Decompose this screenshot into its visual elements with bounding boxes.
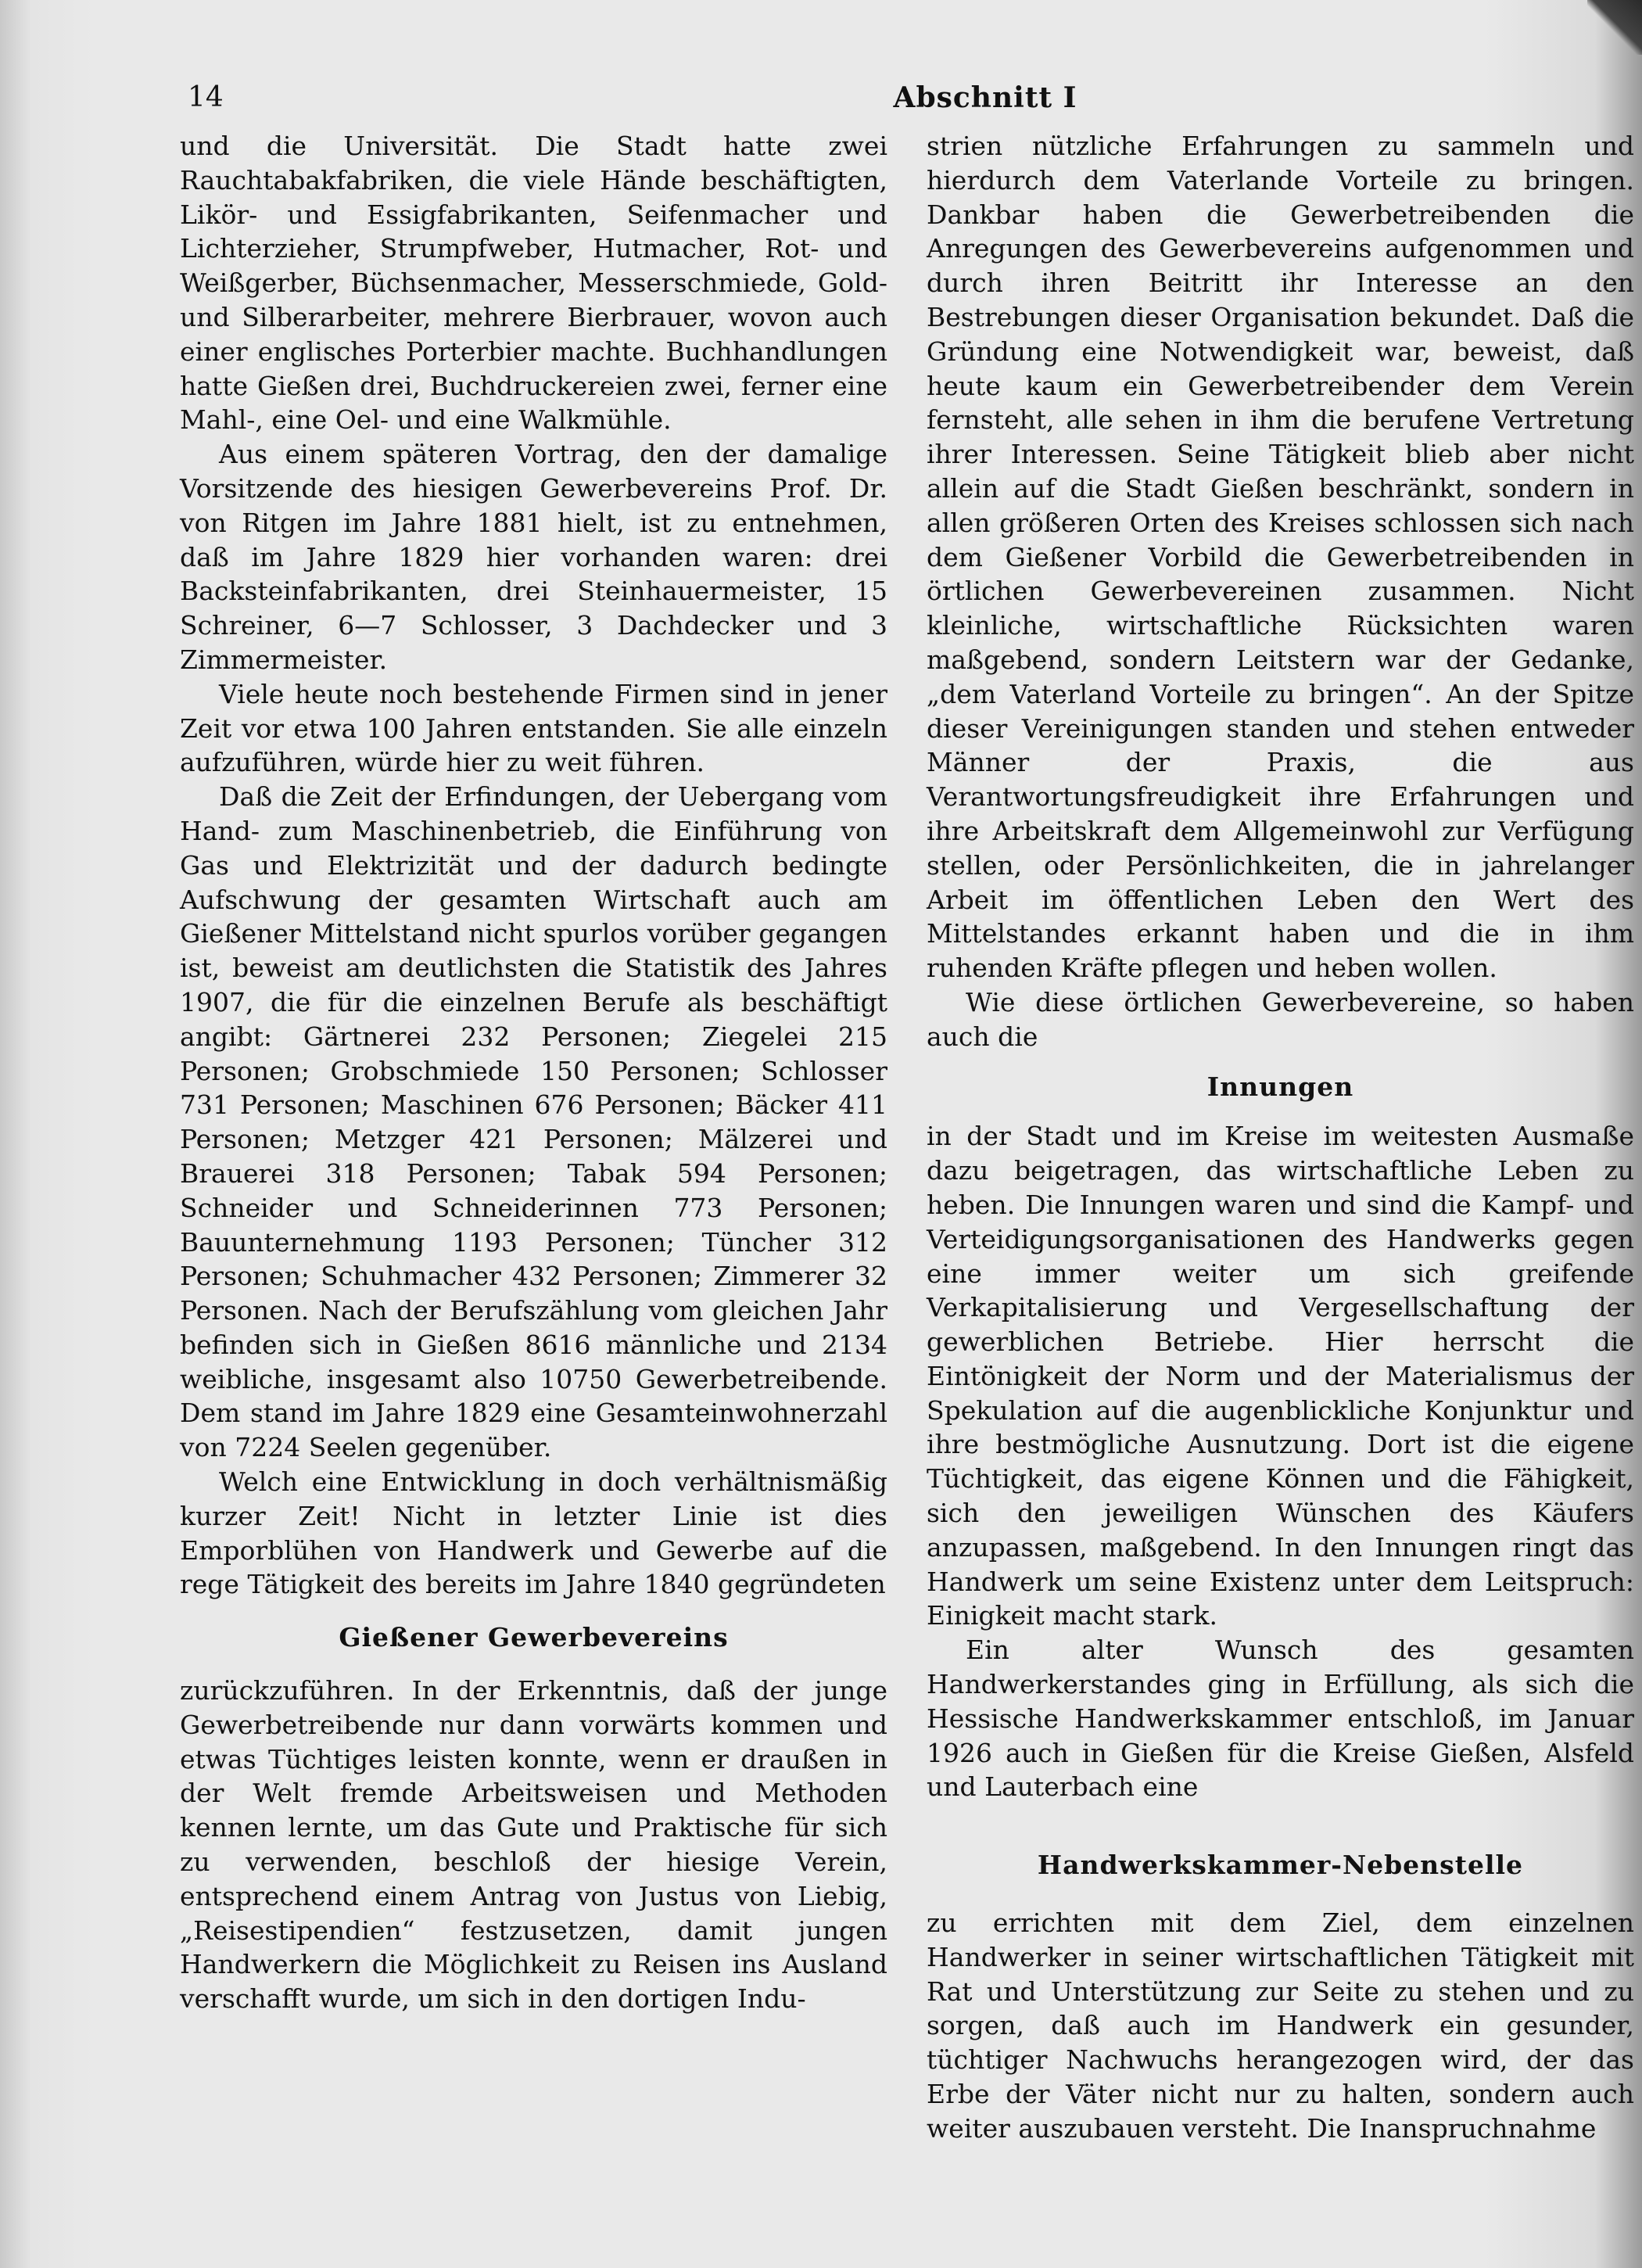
paragraph: zurückzuführen. In der Erkenntnis, daß der junge Gewerbetreibende nur dann vorwärts kommen und etwas Tüchtiges leisten konnte, wenn er draußen in der Welt fremde Arbeitsweisen und Methoden kennen lernte, um das Gute und Praktische für sich zu verwenden, beschloß der hiesige Verein, entsprechend einem Antrag von Justus von Liebig, „Reisestipendien“ festzusetzen, damit jungen Handwerkern die Möglichkeit zu Reisen ins Ausland verschafft wurde, um sich in den dortigen Indu- xyxy=(180,1675,887,2015)
paragraph: Welch eine Entwicklung in doch verhältnismäßig kurzer Zeit! Nicht in letzter Linie ist dies Emporblühen von Handwerk und Gewerbe auf die rege Tätigkeit des bereits im Jahre 1840 gegründeten xyxy=(180,1466,887,1600)
page-corner-shadow xyxy=(1587,0,1642,55)
right-column xyxy=(927,129,1634,2146)
paragraph: Wie diese örtlichen Gewerbevereine, so haben auch die xyxy=(927,986,1634,1052)
paragraph: strien nützliche Erfahrungen zu sammeln und hierdurch dem Vaterlande Vorteile zu bringen. Dankbar haben die Gewerbetreibenden die Anregungen des Gewerbevereins aufgenommen und durch ihren Beitritt ihr Interesse an den Bestrebungen dieser Organisation bekundet. Daß die Gründung eine Notwendigkeit war, beweist, daß heute kaum ein Gewerbetreibender dem Verein fernsteht, alle sehen in ihm die berufene Vertretung ihrer Interessen. Seine Tätigkeit blieb aber nicht allein auf die Stadt Gießen beschränkt, sondern in allen größeren Orten des Kreises schlossen sich nach dem Gießener Vorbild die Gewerbetreibenden in örtlichen Gewerbevereinen zusammen. Nicht kleinliche, wirtschaftliche Rücksichten waren maßgebend, sondern Leitstern war der Gedanke, „dem Vaterland Vorteile zu bringen“. An der Spitze dieser Vereinigungen standen und stehen entweder Männer der Praxis, die aus Verantwortungsfreudigkeit ihre Erfahrungen und ihre Arbeitskraft dem Allgemeinwohl zur Verfügung stellen, oder Persönlichkeiten, die in jahrelanger Arbeit im öffentlichen Leben den Wert des Mittelstandes erkannt haben und die in ihm ruhenden Kräfte pflegen und heben wollen. xyxy=(927,131,1634,984)
paragraph: Ein alter Wunsch des gesamten Handwerkerstandes ging in Erfüllung, als sich die Hessische Handwerkskammer entschloß, im Januar 1926 auch in Gießen für die Kreise Gießen, Alsfeld und Lauterbach eine xyxy=(927,1635,1634,1803)
running-head: Abschnitt I xyxy=(893,81,1077,114)
left-column xyxy=(180,129,887,2016)
section-heading: Innungen xyxy=(1206,1071,1354,1102)
paragraph: zu errichten mit dem Ziel, dem einzelnen Handwerker in seiner wirtschaftlichen Tätigkeit mit Rat und Unterstützung zur Seite zu stehen und zu sorgen, daß auch im Handwerk ein gesunder, tüchtiger Nachwuchs herangezogen wird, der das Erbe der Väter nicht nur zu halten, sondern auch weiter auszubauen versteht. Die Inanspruchnahme xyxy=(927,1907,1634,2144)
section-heading: Handwerkskammer-Nebenstelle xyxy=(1037,1850,1524,1881)
paragraph: in der Stadt und im Kreise im weitesten Ausmaße dazu beigetragen, das wirtschaftliche Leben zu heben. Die Innungen waren und sind die Kampf- und Verteidigungsorganisationen des Handwerks gegen eine immer weiter um sich greifende Verkapitalisierung und Vergesellschaftung der gewerblichen Betriebe. Hier herrscht die Eintönigkeit der Norm und der Materialismus der Spekulation auf die augenblickliche Konjunktur und ihre bestmögliche Ausnutzung. Dort ist die eigene Tüchtigkeit, das eigene Können und die Fähigkeit, sich den jeweiligen Wünschen des Käufers anzupassen, maßgebend. In den Innungen ringt das Handwerk um seine Existenz unter dem Leitspruch: Einigkeit macht stark. xyxy=(927,1121,1634,1631)
paragraph: und die Universität. Die Stadt hatte zwei Rauchtabakfabriken, die viele Hände beschäftigten, Likör- und Essigfabrikanten, Seifenmacher und Lichterzieher, Strumpfweber, Hutmacher, Rot- und Weißgerber, Büchsenmacher, Messerschmiede, Gold- und Silberarbeiter, mehrere Bierbrauer, wovon auch einer englisches Porterbier machte. Buchhandlungen hatte Gießen drei, Buchdruckereien zwei, ferner eine Mahl-, eine Oel- und eine Walkmühle. xyxy=(180,131,887,436)
paragraph: Viele heute noch bestehende Firmen sind in jener Zeit vor etwa 100 Jahren entstanden. Sie alle einzeln aufzuführen, würde hier zu weit führen. xyxy=(180,678,887,778)
page-number: 14 xyxy=(188,81,224,113)
section-heading: Gießener Gewerbevereins xyxy=(339,1622,729,1653)
paragraph: Aus einem späteren Vortrag, den der damalige Vorsitzende des hiesigen Gewerbevereins Prof. Dr. von Ritgen im Jahre 1881 hielt, ist zu entnehmen, daß im Jahre 1829 hier vorhanden waren: drei Backsteinfabrikanten, drei Steinhauermeister, 15 Schreiner, 6—7 Schlosser, 3 Dachdecker und 3 Zimmermeister. xyxy=(180,439,887,675)
book-page xyxy=(180,74,1634,2248)
page-header xyxy=(180,74,1634,121)
paragraph: Daß die Zeit der Erfindungen, der Uebergang vom Hand- zum Maschinenbetrieb, die Einführung von Gas und Elektrizität und der dadurch bedingte Aufschwung der gesamten Wirtschaft auch am Gießener Mittelstand nicht spurlos vorüber gegangen ist, beweist am deutlichsten die Statistik des Jahres 1907, die für die einzelnen Berufe als beschäftigt angibt: Gärtnerei 232 Personen; Ziegelei 215 Personen; Grobschmiede 150 Personen; Schlosser 731 Personen; Maschinen 676 Personen; Bäcker 411 Personen; Metzger 421 Personen; Mälzerei und Brauerei 318 Personen; Tabak 594 Personen; Schneider und Schneiderinnen 773 Personen; Bauunternehmung 1193 Personen; Tüncher 312 Personen; Schuhmacher 432 Personen; Zimmerer 32 Personen. Nach der Berufszählung vom gleichen Jahr befinden sich in Gießen 8616 männliche und 2134 weibliche, insgesamt also 10750 Gewerbetreibende. Dem stand im Jahre 1829 eine Gesamteinwohnerzahl von 7224 Seelen gegenüber. xyxy=(180,781,887,1463)
